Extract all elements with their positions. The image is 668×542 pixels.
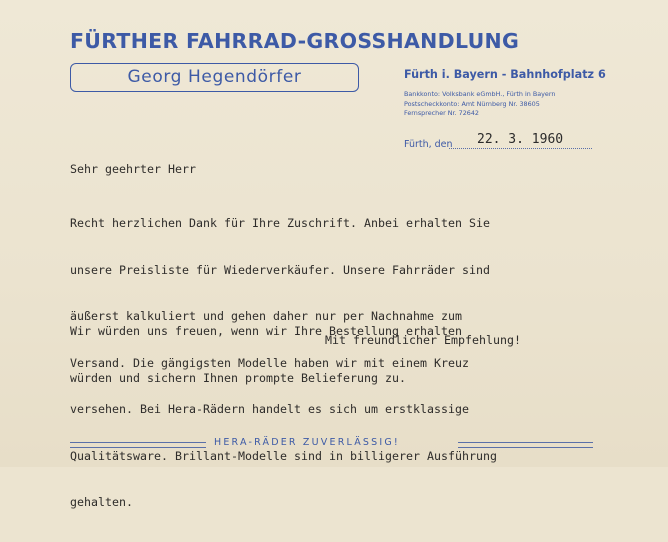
bank-line: Fernsprecher Nr. 72642 xyxy=(404,109,479,118)
bank-details xyxy=(404,90,555,119)
company-name: FÜRTHER FAHRRAD-GROSSHANDLUNG xyxy=(70,29,520,53)
date-dotted-line xyxy=(449,148,592,149)
text-line: äußerst kalkuliert und gehen daher nur per Nachnahme zum xyxy=(70,309,463,323)
salutation: Sehr geehrter Herr xyxy=(70,162,197,176)
bank-line: Postscheckkonto: Amt Nürnberg Nr. 38605 xyxy=(404,99,540,108)
text-line: Wir würden uns freuen, wenn wir Ihre Bestellung erhalten xyxy=(70,324,463,338)
owner-name-box xyxy=(70,63,359,92)
bank-line: Bankkonto: Volksbank eGmbH., Fürth in Bayern xyxy=(404,90,556,98)
footer-rule-right xyxy=(458,442,593,448)
text-line: gehalten. xyxy=(70,495,134,509)
text-line: Recht herzlichen Dank für Ihre Zuschrift. Anbei erhalten Sie xyxy=(70,216,491,230)
date-label: Fürth, den xyxy=(404,139,453,150)
closing: Mit freundlicher Empfehlung! xyxy=(325,333,522,347)
text-line: würden und sichern Ihnen prompte Belieferung zu. xyxy=(70,370,407,385)
footer-rule-left xyxy=(70,442,206,448)
letter-date: 22. 3. 1960 xyxy=(477,132,564,147)
paragraph-2 xyxy=(70,293,462,417)
text-line: unsere Preisliste für Wiederverkäufer. Unsere Fahrräder sind xyxy=(70,262,491,277)
footer-slogan: HERA-RÄDER ZUVERLÄSSIG! xyxy=(214,437,400,448)
owner-name: Georg Hegendörfer xyxy=(127,67,302,87)
text-line: versehen. Bei Hera-Rädern handelt es sich um erstklassige xyxy=(70,402,470,416)
text-line: Qualitätsware. Brillant-Modelle sind in billigerer Ausführung xyxy=(70,448,498,463)
company-address: Fürth i. Bayern - Bahnhofplatz 6 xyxy=(404,68,606,81)
text-line: Versand. Die gängigsten Modelle haben wir mit einem Kreuz xyxy=(70,355,470,370)
